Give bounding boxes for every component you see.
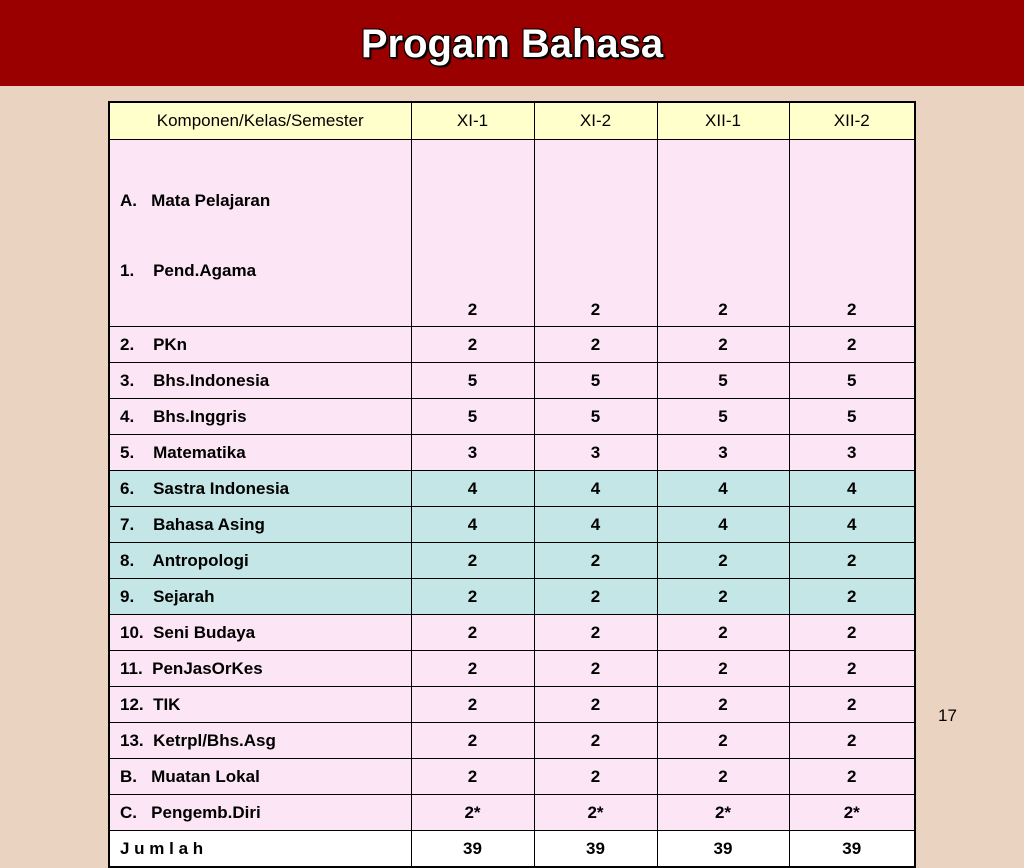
cell-xii-1: 4 [657,471,789,507]
cell-xii-2: 2 [789,615,915,651]
cell-xii-2: 4 [789,507,915,543]
table-row-total [109,831,915,868]
cell-xii-1: 39 [657,831,789,868]
cell-xii-2: 39 [789,831,915,868]
cell-xi-1: 2 [411,579,534,615]
cell-xii-1: 4 [657,507,789,543]
cell-xii-1: 2 [657,579,789,615]
row-label: 10. Seni Budaya [109,615,411,651]
cell-xi-2: 2 [534,723,657,759]
cell-xi-2: 4 [534,507,657,543]
row-label-text: 1. Pend.Agama [120,261,257,280]
table-row [109,327,915,363]
cell-xi-1: 2* [411,795,534,831]
cell-xii-1: 2 [657,723,789,759]
cell-xi-2: 4 [534,471,657,507]
cell-xii-1: 2 [657,759,789,795]
cell-xii-2: 2 [789,543,915,579]
cell-xi-2: 2 [534,759,657,795]
cell-xi-1: 2 [411,723,534,759]
cell-xi-1: 2 [411,759,534,795]
page-number: 17 [938,706,957,725]
cell-xi-2: 2 [534,687,657,723]
row-label: J u m l a h [109,831,411,868]
cell-xi-1: 2 [411,327,534,363]
cell-xi-1: 2 [411,543,534,579]
cell-xi-1: 4 [411,507,534,543]
cell-xii-1: 2 [657,140,789,327]
row-label: C. Pengemb.Diri [109,795,411,831]
row-label: 6. Sastra Indonesia [109,471,411,507]
row-label: 3. Bhs.Indonesia [109,363,411,399]
cell-xii-1: 5 [657,363,789,399]
curriculum-table [108,101,916,868]
table-row [109,651,915,687]
header-xii-1: XII-1 [657,102,789,140]
row-label: 2. PKn [109,327,411,363]
table-row [109,471,915,507]
cell-xi-2: 39 [534,831,657,868]
table-row [109,723,915,759]
row-label: 7. Bahasa Asing [109,507,411,543]
cell-xii-2: 2 [789,723,915,759]
cell-xii-1: 2 [657,327,789,363]
row-label: 11. PenJasOrKes [109,651,411,687]
cell-xii-2: 3 [789,435,915,471]
cell-xi-1: 2 [411,687,534,723]
cell-xi-1: 4 [411,471,534,507]
cell-xi-2: 2 [534,579,657,615]
cell-xii-2: 4 [789,471,915,507]
cell-xii-1: 2* [657,795,789,831]
table-row [109,687,915,723]
section-a-label: A. Mata Pelajaran [120,191,271,210]
row-label: 5. Matematika [109,435,411,471]
cell-xii-2: 2* [789,795,915,831]
table-row [109,759,915,795]
table-row [109,795,915,831]
row-label [109,140,411,327]
cell-xi-1: 3 [411,435,534,471]
cell-xii-2: 2 [789,759,915,795]
table-row [109,579,915,615]
cell-xi-2: 2* [534,795,657,831]
table-row [109,615,915,651]
cell-xi-2: 3 [534,435,657,471]
cell-xii-2: 2 [789,687,915,723]
cell-xi-1: 5 [411,363,534,399]
cell-xi-1: 2 [411,651,534,687]
cell-xi-2: 2 [534,140,657,327]
header-xi-2: XI-2 [534,102,657,140]
cell-xii-1: 2 [657,651,789,687]
table-row [109,543,915,579]
slide-title: Progam Bahasa [360,22,664,66]
cell-xi-1: 2 [411,140,534,327]
cell-xii-1: 5 [657,399,789,435]
cell-xi-2: 5 [534,399,657,435]
cell-xi-2: 2 [534,651,657,687]
table-row [109,507,915,543]
cell-xii-2: 2 [789,651,915,687]
cell-xii-2: 5 [789,399,915,435]
cell-xi-1: 5 [411,399,534,435]
header-xi-1: XI-1 [411,102,534,140]
cell-xii-1: 2 [657,615,789,651]
cell-xii-2: 2 [789,579,915,615]
row-label: 8. Antropologi [109,543,411,579]
row-label: B. Muatan Lokal [109,759,411,795]
table-header-row [109,102,915,140]
cell-xi-2: 2 [534,543,657,579]
cell-xii-2: 2 [789,140,915,327]
table-row [109,435,915,471]
header-komponen: Komponen/Kelas/Semester [109,102,411,140]
table-row [109,363,915,399]
cell-xi-2: 2 [534,327,657,363]
row-label: 12. TIK [109,687,411,723]
row-label: 9. Sejarah [109,579,411,615]
cell-xii-1: 2 [657,543,789,579]
cell-xii-1: 2 [657,687,789,723]
cell-xii-2: 5 [789,363,915,399]
cell-xi-1: 2 [411,615,534,651]
table-row [109,140,915,327]
header-xii-2: XII-2 [789,102,915,140]
row-label: 13. Ketrpl/Bhs.Asg [109,723,411,759]
row-label: 4. Bhs.Inggris [109,399,411,435]
cell-xii-1: 3 [657,435,789,471]
cell-xi-2: 5 [534,363,657,399]
table-row [109,399,915,435]
cell-xi-2: 2 [534,615,657,651]
cell-xi-1: 39 [411,831,534,868]
cell-xii-2: 2 [789,327,915,363]
